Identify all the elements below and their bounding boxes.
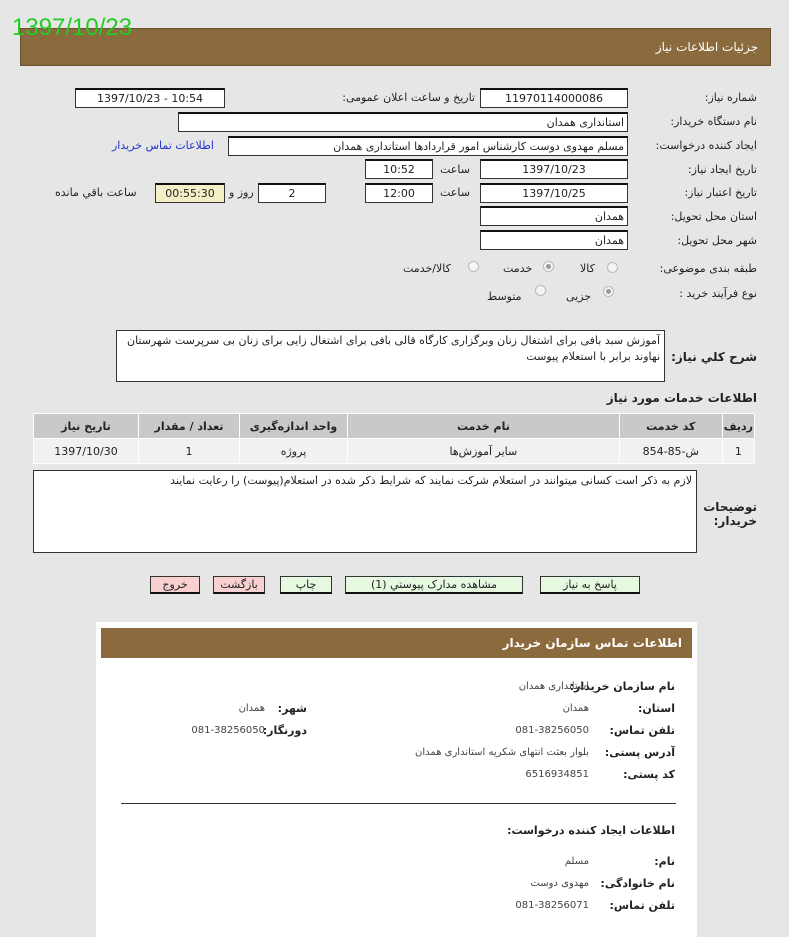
creator-label: ایجاد کننده درخواست: bbox=[655, 139, 757, 152]
view-attachments-button[interactable]: مشاهده مدارک پیوستي (1) bbox=[345, 576, 523, 594]
need-number-field[interactable]: 1197011400008‌6 bbox=[480, 88, 628, 108]
buyer-contact-link[interactable]: اطلاعات تماس خریدار bbox=[112, 139, 214, 152]
org-value: استانداری همدان bbox=[518, 681, 589, 692]
table-row bbox=[34, 439, 755, 464]
province-value: همدان bbox=[562, 703, 589, 714]
creator-info-title: اطلاعات ایجاد کننده درخواست: bbox=[507, 824, 675, 837]
divider bbox=[121, 803, 676, 804]
col-name: نام خدمت bbox=[348, 414, 620, 439]
province-field[interactable]: همدان bbox=[480, 206, 628, 226]
valid-date-label: تاریخ اعتبار نیاز: bbox=[684, 186, 757, 199]
created-time-field[interactable]: 10:52 bbox=[365, 159, 433, 179]
category-option-both: كالا/خدمت bbox=[403, 262, 451, 275]
col-code: کد خدمت bbox=[619, 414, 722, 439]
creator-field[interactable]: مسلم مهدوی دوست کارشناس امور قراردادها استانداری همدان bbox=[228, 136, 628, 156]
cell-code: ش-85-854 bbox=[619, 439, 722, 464]
phone-value: 081-38256050 bbox=[515, 725, 589, 736]
buyer-label: نام دستگاه خریدار: bbox=[670, 115, 757, 128]
category-radio-both[interactable] bbox=[468, 261, 479, 272]
page-header bbox=[20, 28, 771, 66]
process-option-medium: متوسط bbox=[487, 290, 522, 303]
created-time-label: ساعت bbox=[440, 163, 470, 176]
created-date-label: تاریخ ایجاد نیاز: bbox=[687, 163, 757, 176]
col-date: تاریخ نیاز bbox=[34, 414, 139, 439]
province-label: استان: bbox=[638, 702, 675, 715]
creator-phone-label: تلفن تماس: bbox=[609, 899, 675, 912]
process-radio-minor[interactable] bbox=[603, 286, 614, 297]
cell-unit: پروژه bbox=[240, 439, 348, 464]
process-label: نوع فرآیند خرید : bbox=[679, 287, 757, 300]
description-label: شرح کلي نیاز: bbox=[671, 350, 757, 364]
valid-time-label: ساعت bbox=[440, 186, 470, 199]
need-number-label: شماره نیاز: bbox=[704, 91, 757, 104]
category-label: طبقه بندی موضوعی: bbox=[659, 262, 757, 275]
category-option-goods: كالا bbox=[580, 262, 595, 275]
process-radio-medium[interactable] bbox=[535, 285, 546, 296]
category-radio-service[interactable] bbox=[543, 261, 554, 272]
org-label: نام سازمان خریدار: bbox=[569, 680, 675, 693]
notes-textarea[interactable]: لازم به ذکر است کسانی میتوانند در استعلام شرکت نمایند که شرایط ذکر شده در استعلام(پیوست) را رعایت نمایند bbox=[33, 470, 697, 553]
city-value: همدان bbox=[238, 703, 265, 714]
services-table bbox=[33, 413, 755, 464]
buyer-field[interactable]: استانداری همدان bbox=[178, 112, 628, 132]
notes-label: توضیحات خریدار: bbox=[703, 500, 757, 528]
address-value: بلوار بعثت انتهای شکریه استانداری همدان bbox=[415, 747, 589, 758]
cell-row: 1 bbox=[722, 439, 754, 464]
days-label: روز و bbox=[229, 186, 254, 199]
fax-value: 081-38256050 bbox=[191, 725, 265, 736]
category-radio-goods[interactable] bbox=[607, 262, 618, 273]
reply-button[interactable]: پاسخ به نیاز bbox=[540, 576, 640, 594]
remaining-time-field: 00:55:30 bbox=[155, 183, 225, 203]
cell-name: سایر آموزش‌ها bbox=[348, 439, 620, 464]
page-title: جزئیات اطلاعات نیاز bbox=[655, 40, 758, 54]
cell-qty: 1 bbox=[139, 439, 240, 464]
date-stamp: 1397/10/23 bbox=[12, 14, 133, 41]
table-header-row bbox=[34, 414, 755, 439]
process-option-minor: جزیی bbox=[566, 290, 592, 303]
created-date-field[interactable]: 1397/10/23 bbox=[480, 159, 628, 179]
back-button[interactable]: بازگشت bbox=[213, 576, 265, 594]
announce-label: تاریخ و ساعت اعلان عمومی: bbox=[342, 91, 475, 104]
phone-label: تلفن تماس: bbox=[609, 724, 675, 737]
cell-date: 1397/10/30 bbox=[34, 439, 139, 464]
services-title: اطلاعات خدمات مورد نیاز bbox=[606, 391, 757, 405]
name-label: نام: bbox=[654, 855, 675, 868]
col-unit: واحد اندازه‌گیری bbox=[240, 414, 348, 439]
col-row: ردیف bbox=[722, 414, 754, 439]
postal-label: کد پستی: bbox=[623, 768, 675, 781]
family-label: نام خانوادگی: bbox=[600, 877, 675, 890]
days-field[interactable]: 2 bbox=[258, 183, 326, 203]
family-value: مهدوی دوست bbox=[530, 878, 589, 889]
contact-panel-title: اطلاعات تماس سازمان خریدار bbox=[502, 636, 682, 650]
city-label: شهر: bbox=[277, 702, 307, 715]
province-label: استان محل تحویل: bbox=[670, 210, 757, 223]
valid-time-field[interactable]: 12:00 bbox=[365, 183, 433, 203]
city-label: شهر محل تحویل: bbox=[677, 234, 757, 247]
postal-value: 6516934851 bbox=[525, 769, 589, 780]
buyer-contact-panel bbox=[96, 622, 697, 937]
remaining-label: ساعت باقي مانده bbox=[55, 186, 137, 199]
city-field[interactable]: همدان bbox=[480, 230, 628, 250]
contact-panel-header bbox=[101, 628, 692, 658]
fax-label: دورنگار: bbox=[262, 724, 307, 737]
col-qty: تعداد / مقدار bbox=[139, 414, 240, 439]
category-option-service: خدمت bbox=[503, 262, 533, 275]
print-button[interactable]: چاپ bbox=[280, 576, 332, 594]
exit-button[interactable]: خروج bbox=[150, 576, 200, 594]
announce-field[interactable]: 1397/10/23 - 10:54 bbox=[75, 88, 225, 108]
description-textarea[interactable]: آموزش سبد بافی برای اشتغال زنان وبرگزاری کارگاه قالی بافی برای اشتغال زایی برای زنان بی سرپرست شهرستان نهاوند برابر با استعلام پیوست bbox=[116, 330, 665, 382]
name-value: مسلم bbox=[564, 856, 589, 867]
address-label: آدرس پستی: bbox=[604, 746, 675, 759]
valid-date-field[interactable]: 1397/10/25 bbox=[480, 183, 628, 203]
creator-phone-value: 081-38256071 bbox=[515, 900, 589, 911]
